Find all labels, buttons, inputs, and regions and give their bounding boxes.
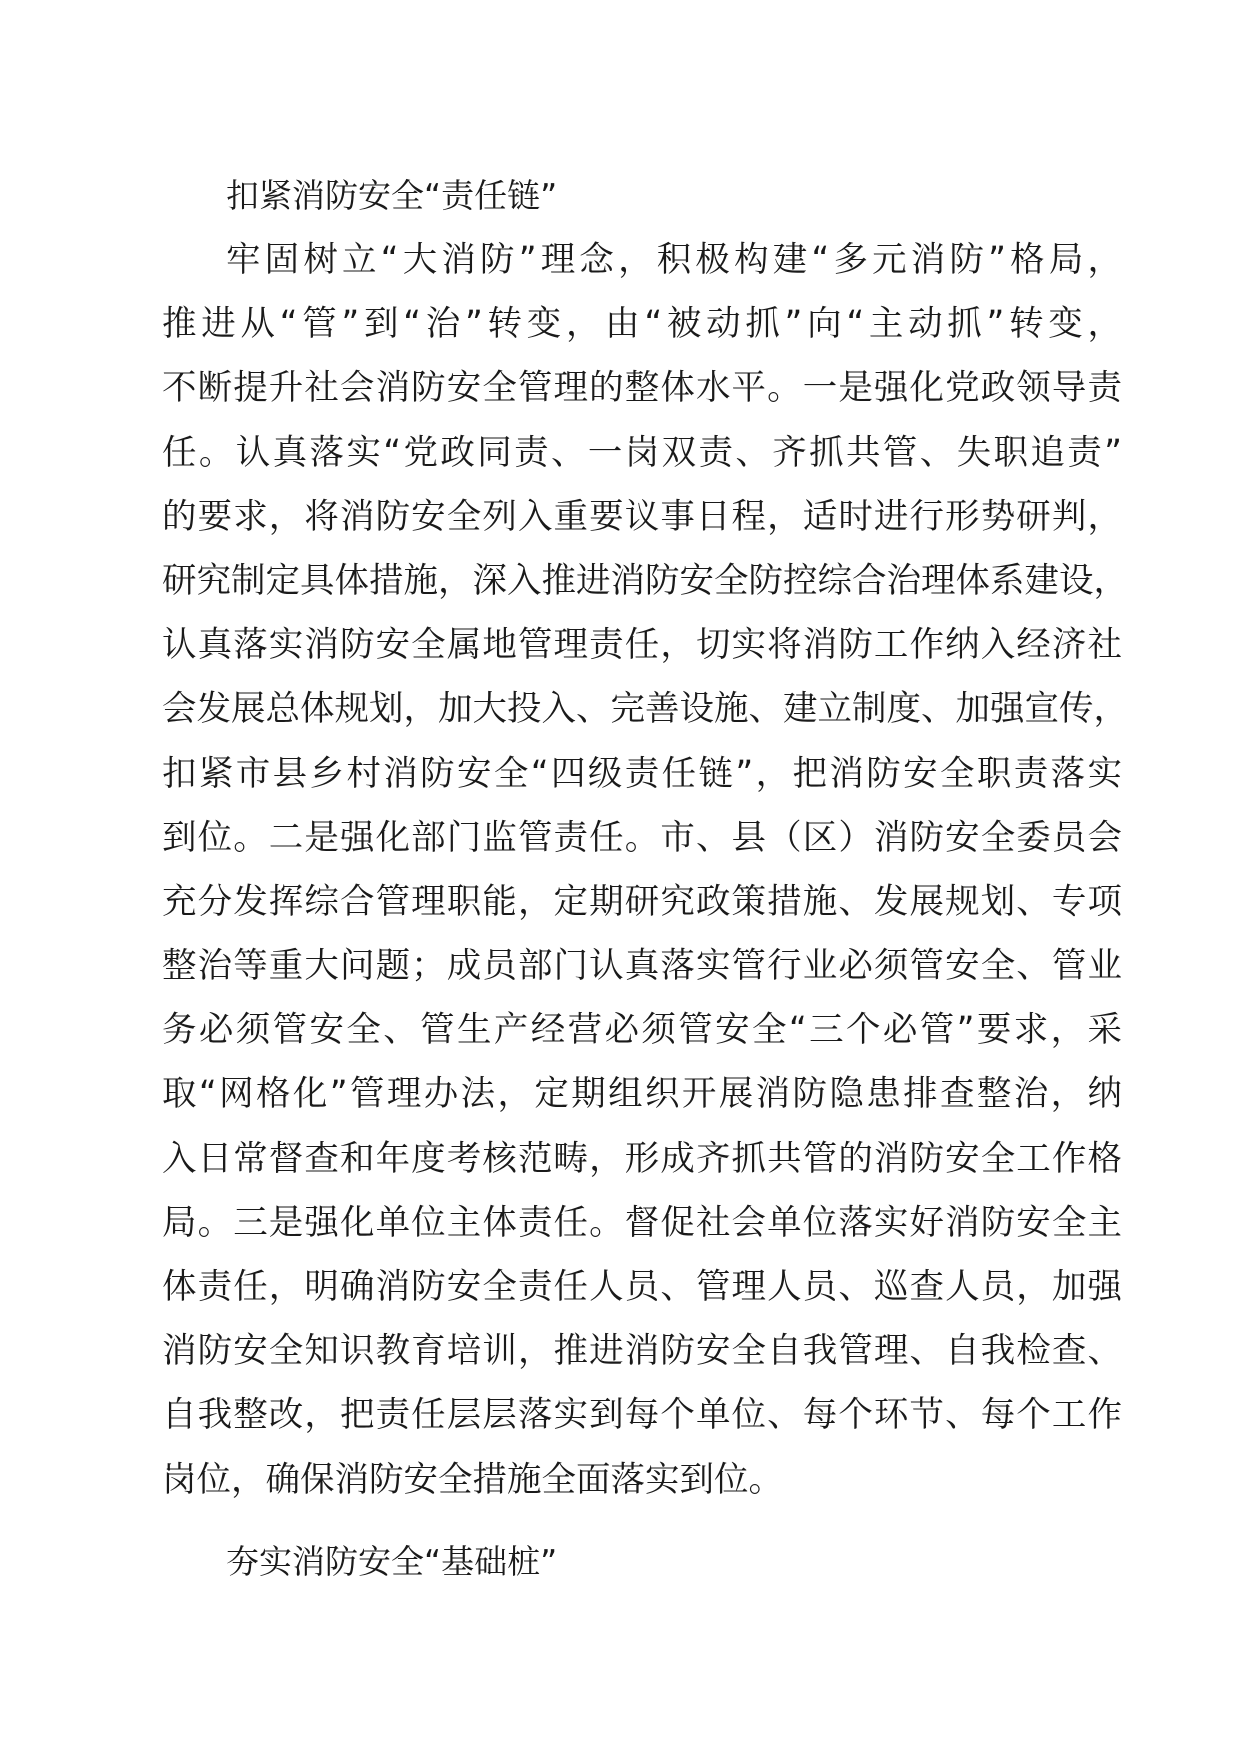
paragraph-line: 认真落实消防安全属地管理责任，切实将消防工作纳入经济社 <box>162 625 1122 666</box>
paragraph-line: 不断提升社会消防安全管理的整体水平。一是强化党政领导责 <box>162 368 1122 409</box>
paragraph-line: 整治等重大问题；成员部门认真落实管行业必须管安全、管业 <box>162 946 1122 987</box>
paragraph-line: 入日常督查和年度考核范畴，形成齐抓共管的消防安全工作格 <box>162 1138 1122 1179</box>
paragraph-line: 务必须管安全、管生产经营必须管安全“三个必管”要求，采 <box>162 1010 1122 1051</box>
paragraph-line: 牢固树立“大消防”理念，积极构建“多元消防”格局， <box>226 240 1122 280</box>
paragraph-line: 自我整改，把责任层层落实到每个单位、每个环节、每个工作 <box>162 1395 1122 1436</box>
body-paragraph <box>162 228 1128 1512</box>
paragraph-line: 研究制定具体措施，深入推进消防安全防控综合治理体系建设， <box>162 560 1128 601</box>
section-heading-foundation-piles: 夯实消防安全“基础桩” <box>226 1542 558 1581</box>
section-heading-responsibility-chain: 扣紧消防安全“责任链” <box>226 176 558 215</box>
paragraph-line: 局。三是强化单位主体责任。督促社会单位落实好消防安全主 <box>162 1202 1122 1243</box>
paragraph-line: 岗位，确保消防安全措施全面落实到位。 <box>162 1459 783 1500</box>
paragraph-line: 推进从“管”到“治”转变，由“被动抓”向“主动抓”转变， <box>162 304 1122 345</box>
paragraph-line: 体责任，明确消防安全责任人员、管理人员、巡查人员，加强 <box>162 1267 1122 1307</box>
paragraph-line: 充分发挥综合管理职能，定期研究政策措施、发展规划、专项 <box>162 881 1122 922</box>
paragraph-line: 到位。二是强化部门监管责任。市、县（区）消防安全委员会 <box>162 817 1122 858</box>
paragraph-line: 取“网格化”管理办法，定期组织开展消防隐患排查整治，纳 <box>162 1074 1122 1115</box>
paragraph-line: 的要求，将消防安全列入重要议事日程，适时进行形势研判， <box>162 496 1122 537</box>
paragraph-line: 扣紧市县乡村消防安全“四级责任链”，把消防安全职责落实 <box>162 753 1122 794</box>
paragraph-line: 消防安全知识教育培训，推进消防安全自我管理、自我检查、 <box>162 1331 1122 1372</box>
paragraph-line: 会发展总体规划，加大投入、完善设施、建立制度、加强宣传， <box>162 689 1128 730</box>
paragraph-line: 任。认真落实“党政同责、一岗双责、齐抓共管、失职追责” <box>162 432 1122 473</box>
